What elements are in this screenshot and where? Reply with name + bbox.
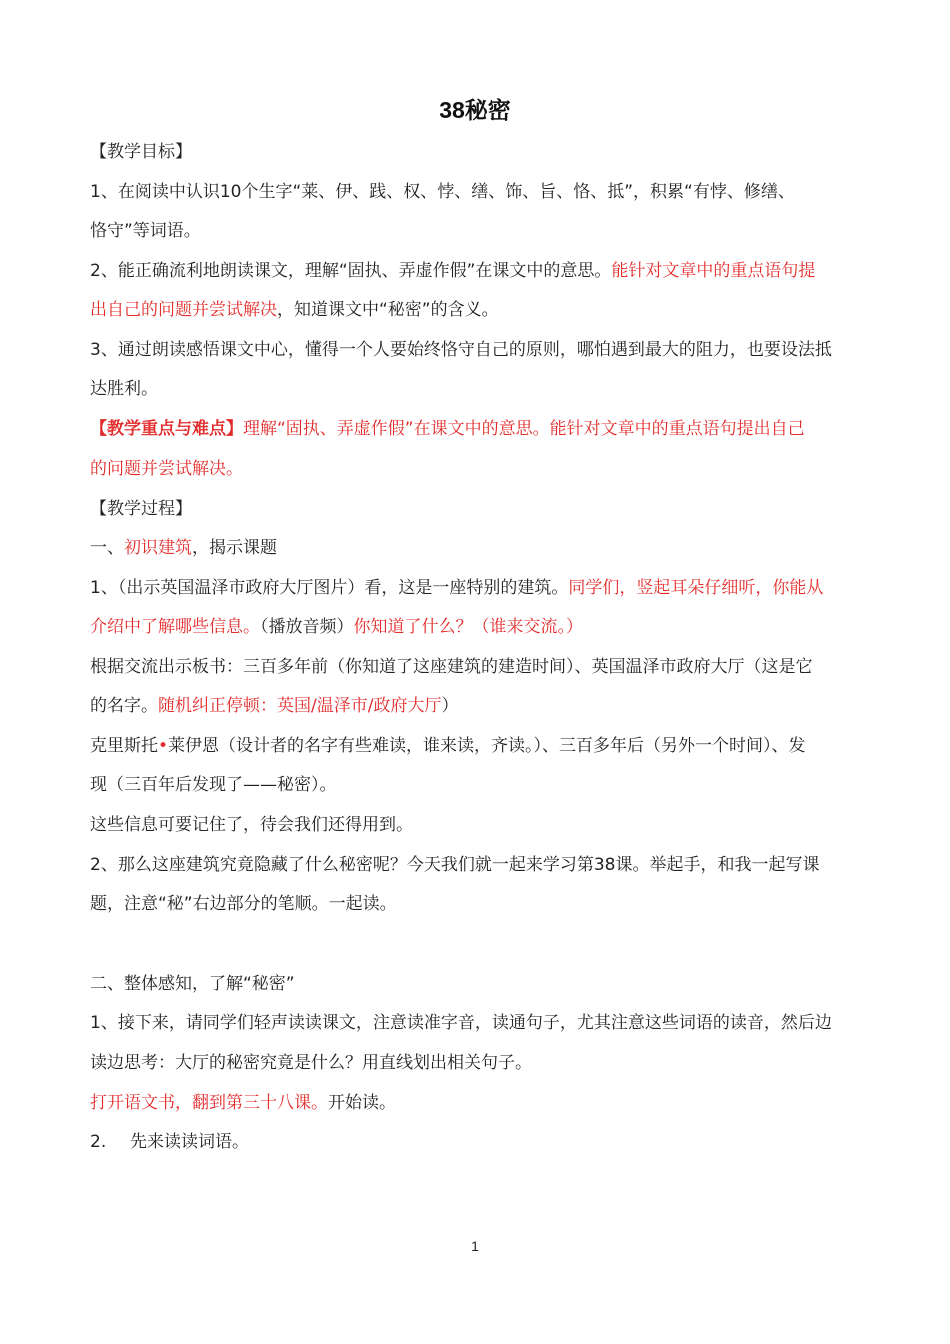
page-number: 1 (471, 1238, 479, 1254)
s1p1-red: 同学们，竖起耳朵仔细听，你能从 (568, 578, 824, 598)
section-1-p1-line-2 (90, 615, 880, 639)
s2p3-num: 2. (90, 1132, 107, 1152)
section-2-header: 二、整体感知，了解“秘密” (90, 974, 295, 994)
section-1-p4: 这些信息可要记住了，待会我们还得用到。 (90, 815, 413, 835)
objective-3-line-1: 3、通过朗读感悟课文中心，懂得一个人要始终恪守自己的原则，哪怕遇到最大的阻力，也要设法抵 (90, 340, 832, 360)
s1p2-close: ） (441, 696, 459, 716)
s2p2-text: 开始读。 (328, 1093, 396, 1113)
key-points-text: 理解“固执、弄虚作假”在课文中的意思。能针对文章中的重点语句提出自己 (243, 419, 805, 439)
s1p3-text: 克里斯托 (90, 736, 158, 756)
section-1-red: 初识建筑 (124, 538, 192, 558)
objective-3-line-2: 达胜利。 (90, 379, 158, 399)
objective-1-line-1: 1、在阅读中认识10个生字“莱、伊、践、权、悖、缮、饰、旨、恪、抵”，积累“有悖、修缮、 (90, 182, 795, 202)
section-1-header (90, 536, 880, 560)
s1p1-red-2: 介绍中了解哪些信息。 (90, 617, 260, 637)
objectives-header: 【教学目标】 (90, 142, 192, 162)
s2p3-text: 先来读读词语。 (130, 1132, 249, 1152)
s1p2-red: 随机纠正停顿：英国/温泽市/政府大厅 (158, 696, 442, 716)
objective-2-red-text: 能针对文章中的重点语句提 (611, 261, 816, 281)
section-1-p5-line-1: 2、那么这座建筑究竟隐藏了什么秘密呢？今天我们就一起来学习第38课。举起手，和我一起写课 (90, 855, 820, 875)
section-2-p3 (90, 1130, 880, 1154)
section-1-p3-line-2: 现（三百年后发现了——秘密）。 (90, 775, 337, 795)
section-1-p2-line-1: 根据交流出示板书：三百多年前（你知道了这座建筑的建造时间）、英国温泽市政府大厅（这是它 (90, 657, 813, 677)
s1p3-dot: • (158, 736, 169, 756)
s1p2-text: 的名字。 (90, 696, 158, 716)
s1p1-red-3: 你知道了什么？（谁来交流。） (353, 617, 583, 637)
s2p2-red: 打开语文书，翻到第三十八课。 (90, 1093, 328, 1113)
section-1-p5-line-2: 题，注意“秘”右边部分的笔顺。一起读。 (90, 894, 397, 914)
objective-2-red-text-2: 出自己的问题并尝试解决 (90, 300, 277, 320)
section-2-p1-line-2: 读边思考：大厅的秘密究竟是什么？用直线划出相关句子。 (90, 1053, 532, 1073)
objective-2-text: 2、能正确流利地朗读课文，理解“固执、弄虚作假”在课文中的意思。 (90, 261, 612, 281)
s1p1-audio: （播放音频） (260, 617, 354, 637)
section-1-p3-line-1 (90, 734, 880, 758)
key-points-line-1 (90, 417, 880, 441)
title-text: 秘密 (464, 98, 511, 124)
section-2-p1-line-1: 1、接下来，请同学们轻声读读课文，注意读准字音，读通句子，尤其注意这些词语的读音，然后边 (90, 1013, 832, 1033)
section-2-p2 (90, 1091, 880, 1115)
section-1-p1-line-1 (90, 576, 880, 600)
s1p1-text: 1、（出示英国温泽市政府大厅图片）看，这是一座特别的建筑。 (90, 578, 569, 598)
title-number: 38 (439, 97, 465, 123)
key-points-line-2: 的问题并尝试解决。 (90, 459, 243, 479)
process-header: 【教学过程】 (90, 499, 192, 519)
section-1-prefix: 一、 (90, 538, 124, 558)
objective-1-line-2: 恪守”等词语。 (90, 221, 201, 241)
section-1-p2-line-2 (90, 694, 880, 718)
s1p3-text-2: 莱伊恩（设计者的名字有些难读，谁来读，齐读。）、三百多年后（另外一个时间）、发 (168, 736, 806, 756)
section-1-suffix: ，揭示课题 (192, 538, 277, 558)
objective-2-text-2: ，知道课文中“秘密”的含义。 (277, 300, 499, 320)
page-title (0, 92, 950, 125)
objective-2-line-2 (90, 298, 880, 322)
key-points-label: 【教学重点与难点】 (90, 419, 243, 439)
objective-2-line-1 (90, 259, 880, 283)
